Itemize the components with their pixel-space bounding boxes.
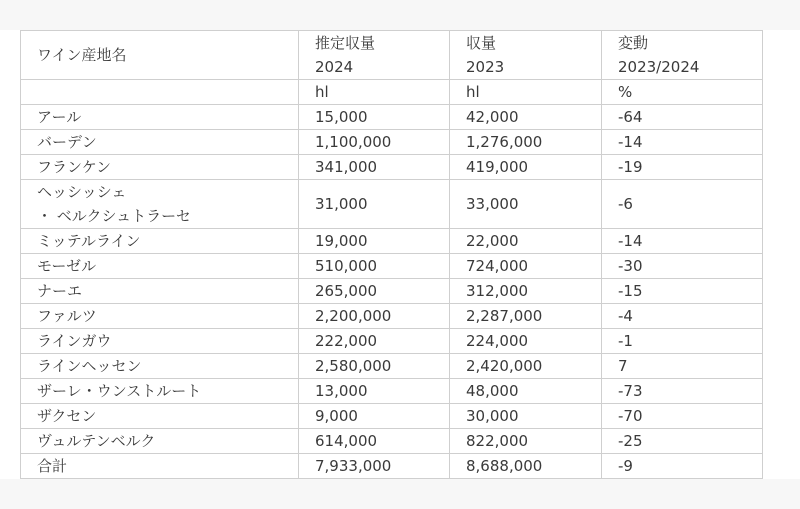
cell-yield: 224,000	[450, 329, 602, 354]
header-estimated-yield-year: 2024	[315, 58, 354, 76]
cell-region: ザーレ・ウンストルート	[21, 379, 299, 404]
cell-estimated-yield: 265,000	[299, 279, 450, 304]
cell-region: モーゼル	[21, 254, 299, 279]
header-estimated-yield	[299, 31, 450, 80]
header-change-period: 2023/2024	[618, 58, 700, 76]
table-row	[21, 180, 763, 229]
cell-region: フランケン	[21, 155, 299, 180]
cell-change: -14	[602, 130, 763, 155]
cell-region: ラインヘッセン	[21, 354, 299, 379]
header-yield	[450, 31, 602, 80]
header-row	[21, 31, 763, 80]
cell-yield: 724,000	[450, 254, 602, 279]
table-row	[21, 429, 763, 454]
cell-estimated-yield: 13,000	[299, 379, 450, 404]
cell-yield: 312,000	[450, 279, 602, 304]
cell-estimated-yield: 15,000	[299, 105, 450, 130]
header-yield-label: 収量	[466, 34, 497, 52]
cell-change: -30	[602, 254, 763, 279]
cell-yield: 48,000	[450, 379, 602, 404]
table-row	[21, 379, 763, 404]
cell-change: -73	[602, 379, 763, 404]
cell-yield: 30,000	[450, 404, 602, 429]
unit-estimated-yield: hl	[299, 80, 450, 105]
cell-estimated-yield: 222,000	[299, 329, 450, 354]
unit-yield: hl	[450, 80, 602, 105]
cell-yield: 33,000	[450, 180, 602, 229]
units-row	[21, 80, 763, 105]
header-yield-year: 2023	[466, 58, 505, 76]
cell-region: ミッテルライン	[21, 229, 299, 254]
cell-change: -9	[602, 454, 763, 479]
header-estimated-yield-label: 推定収量	[315, 34, 376, 52]
cell-yield: 1,276,000	[450, 130, 602, 155]
cell-region: バーデン	[21, 130, 299, 155]
cell-yield: 419,000	[450, 155, 602, 180]
cell-change: -6	[602, 180, 763, 229]
table-row	[21, 304, 763, 329]
cell-change: -4	[602, 304, 763, 329]
table-row	[21, 254, 763, 279]
cell-change: -15	[602, 279, 763, 304]
table-row	[21, 354, 763, 379]
cell-estimated-yield: 614,000	[299, 429, 450, 454]
cell-change: -19	[602, 155, 763, 180]
cell-region: 合計	[21, 454, 299, 479]
cell-region	[21, 180, 299, 229]
cell-estimated-yield: 31,000	[299, 180, 450, 229]
bottom-margin-band	[0, 479, 800, 509]
cell-estimated-yield: 510,000	[299, 254, 450, 279]
cell-yield: 2,287,000	[450, 304, 602, 329]
cell-estimated-yield: 2,200,000	[299, 304, 450, 329]
cell-change: -25	[602, 429, 763, 454]
cell-estimated-yield: 341,000	[299, 155, 450, 180]
cell-estimated-yield: 19,000	[299, 229, 450, 254]
cell-estimated-yield: 2,580,000	[299, 354, 450, 379]
cell-change: 7	[602, 354, 763, 379]
unit-change: %	[602, 80, 763, 105]
cell-change: -14	[602, 229, 763, 254]
table-row	[21, 329, 763, 354]
table-row	[21, 155, 763, 180]
total-row	[21, 454, 763, 479]
cell-estimated-yield: 1,100,000	[299, 130, 450, 155]
table-row	[21, 130, 763, 155]
table-row	[21, 279, 763, 304]
wine-yield-table	[20, 30, 763, 479]
cell-change: -64	[602, 105, 763, 130]
cell-region: ラインガウ	[21, 329, 299, 354]
table-row	[21, 404, 763, 429]
cell-region: ヴュルテンベルク	[21, 429, 299, 454]
cell-region-line2: ・ ベルクシュトラーセ	[37, 207, 191, 225]
header-region: ワイン産地名	[21, 31, 299, 80]
cell-region: ザクセン	[21, 404, 299, 429]
cell-yield: 822,000	[450, 429, 602, 454]
unit-region	[21, 80, 299, 105]
cell-change: -1	[602, 329, 763, 354]
top-margin-band	[0, 0, 800, 30]
table-row	[21, 229, 763, 254]
header-change	[602, 31, 763, 80]
cell-yield: 22,000	[450, 229, 602, 254]
cell-yield: 8,688,000	[450, 454, 602, 479]
cell-yield: 2,420,000	[450, 354, 602, 379]
header-change-label: 変動	[618, 34, 649, 52]
table-row	[21, 105, 763, 130]
cell-change: -70	[602, 404, 763, 429]
cell-region: ナーエ	[21, 279, 299, 304]
cell-estimated-yield: 7,933,000	[299, 454, 450, 479]
cell-region-line1: ヘッシッシェ	[37, 183, 127, 201]
cell-region: ファルツ	[21, 304, 299, 329]
cell-yield: 42,000	[450, 105, 602, 130]
cell-region: アール	[21, 105, 299, 130]
cell-estimated-yield: 9,000	[299, 404, 450, 429]
